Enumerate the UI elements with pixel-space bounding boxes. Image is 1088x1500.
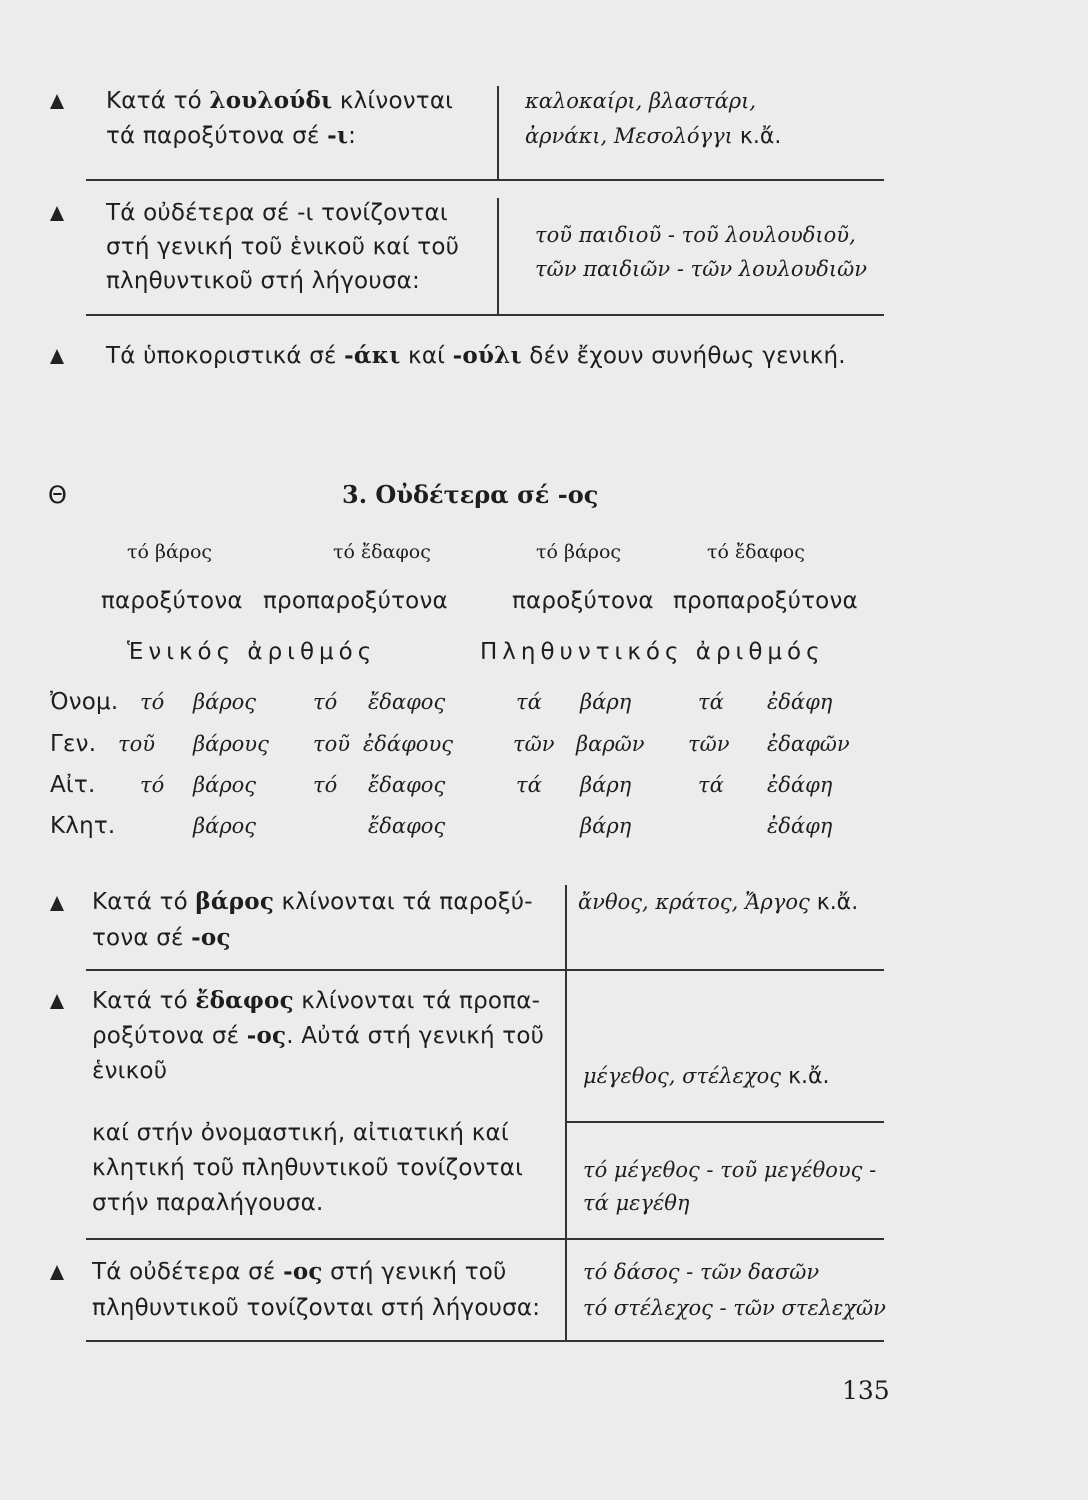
rule1-line2: τά παροξύτονα σέ -ι: [106, 122, 357, 149]
rule-divider [86, 314, 884, 316]
article: τά [516, 690, 542, 714]
noun-form: ἔδαφος [368, 690, 446, 714]
rule2-example2: τῶν παιδιῶν - τῶν λουλουδιῶν [535, 257, 868, 281]
triangle-marker-icon [50, 94, 64, 109]
noun-form: βαρῶν [576, 732, 645, 756]
case-label: Γεν. [50, 731, 97, 757]
rule5-example1: μέγεθος, στέλεχος κ.ἄ. [583, 1064, 830, 1089]
rule-divider [86, 1238, 884, 1240]
noun-form: ἔδαφος [368, 814, 446, 838]
rule5-line3: ἑνικοῦ [92, 1058, 168, 1084]
noun-form: βάρη [580, 690, 632, 714]
page-number: 135 [842, 1376, 890, 1405]
column-header: τό βάρος [127, 541, 213, 563]
singular-label: Ἑνικός ἀριθμός [127, 639, 377, 665]
rule5-line6: στήν παραλήγουσα. [92, 1190, 324, 1216]
noun-form: ἐδάφους [363, 732, 453, 756]
noun-form: βάρος [193, 814, 257, 838]
column-divider [497, 86, 499, 180]
noun-form: ἐδαφῶν [767, 732, 850, 756]
triangle-marker-icon [50, 994, 64, 1009]
article: τῶν [688, 732, 730, 756]
rule1-example1: καλοκαίρι, βλαστάρι, [525, 89, 757, 113]
noun-form: βάρους [193, 732, 269, 756]
plural-label: Πληθυντικός ἀριθμός [480, 639, 825, 665]
noun-form: ἐδάφη [767, 814, 833, 838]
article: τό [313, 690, 338, 714]
rule2-line2: στή γενική τοῦ ἑνικοῦ καί τοῦ [106, 234, 460, 260]
rule-divider [86, 1340, 884, 1342]
column-divider [565, 885, 567, 1340]
rule2-line3: πληθυντικοῦ στή λήγουσα: [106, 268, 420, 294]
rule1-line1: Κατά τό λουλούδι κλίνονται [106, 87, 454, 114]
article: τό [313, 773, 338, 797]
column-divider [497, 198, 499, 314]
rule1-example2: ἀρνάκι, Μεσολόγγι κ.ἄ. [525, 124, 782, 149]
triangle-marker-icon [50, 1265, 64, 1280]
rule5-line5: κλητική τοῦ πληθυντικοῦ τονίζονται [92, 1155, 524, 1181]
article: τό [140, 690, 165, 714]
noun-form: βάρος [193, 690, 257, 714]
rule2-line1: Τά οὐδέτερα σέ -ι τονίζονται [106, 200, 448, 226]
rule-divider [86, 179, 884, 181]
accent-label: προπαροξύτονα [263, 588, 448, 614]
accent-label: παροξύτονα [512, 588, 654, 614]
rule5-line2: ροξύτονα σέ -ος. Αὐτά στή γενική τοῦ [92, 1022, 545, 1049]
article: τά [698, 773, 724, 797]
column-header: τό ἔδαφος [333, 541, 431, 563]
accent-label: παροξύτονα [101, 588, 243, 614]
rule3-text: Τά ὑποκοριστικά σέ -άκι καί -ούλι δέν ἔχουν συνήθως γενική. [106, 342, 846, 369]
noun-form: ἐδάφη [767, 690, 833, 714]
rule5-line4: καί στήν ὀνομαστική, αἰτιατική καί [92, 1120, 509, 1146]
rule6-line1: Τά οὐδέτερα σέ -ος στή γενική τοῦ [92, 1258, 507, 1285]
rule6-example1: τό δάσος - τῶν δασῶν [583, 1260, 820, 1284]
rule5-line1: Κατά τό ἔδαφος κλίνονται τά προπα- [92, 987, 541, 1014]
noun-form: βάρη [580, 773, 632, 797]
column-header: τό βάρος [536, 541, 622, 563]
article: τῶν [513, 732, 555, 756]
rule5-example3: τά μεγέθη [583, 1191, 690, 1215]
noun-form: βάρος [193, 773, 257, 797]
rule5-example2: τό μέγεθος - τοῦ μεγέθους - [583, 1158, 877, 1182]
noun-form: ἔδαφος [368, 773, 446, 797]
case-label: Αἰτ. [50, 772, 96, 798]
noun-form: ἐδάφη [767, 773, 833, 797]
triangle-marker-icon [50, 206, 64, 221]
article: τά [516, 773, 542, 797]
noun-form: βάρη [580, 814, 632, 838]
article: τά [698, 690, 724, 714]
case-label: Ὀνομ. [50, 689, 119, 715]
rule4-line2: τονα σέ -ος [92, 924, 231, 951]
triangle-marker-icon [50, 349, 64, 364]
example-divider [565, 1121, 884, 1123]
case-label: Κλητ. [50, 813, 116, 839]
triangle-marker-icon [50, 896, 64, 911]
section-marker-icon: Θ [48, 481, 68, 509]
accent-label: προπαροξύτονα [673, 588, 858, 614]
rule-divider [86, 969, 884, 971]
rule2-example1: τοῦ παιδιοῦ - τοῦ λουλουδιοῦ, [535, 223, 856, 247]
article: τοῦ [118, 732, 156, 756]
rule4-example: ἄνθος, κράτος, Ἄργος κ.ἄ. [578, 890, 859, 915]
article: τοῦ [313, 732, 351, 756]
rule4-line1: Κατά τό βάρος κλίνονται τά παροξύ- [92, 888, 533, 915]
rule6-line2: πληθυντικοῦ τονίζονται στή λήγουσα: [92, 1295, 541, 1321]
section-title: 3. Οὐδέτερα σέ -ος [342, 480, 599, 509]
rule6-example2: τό στέλεχος - τῶν στελεχῶν [583, 1296, 886, 1320]
article: τό [140, 773, 165, 797]
column-header: τό ἔδαφος [707, 541, 805, 563]
